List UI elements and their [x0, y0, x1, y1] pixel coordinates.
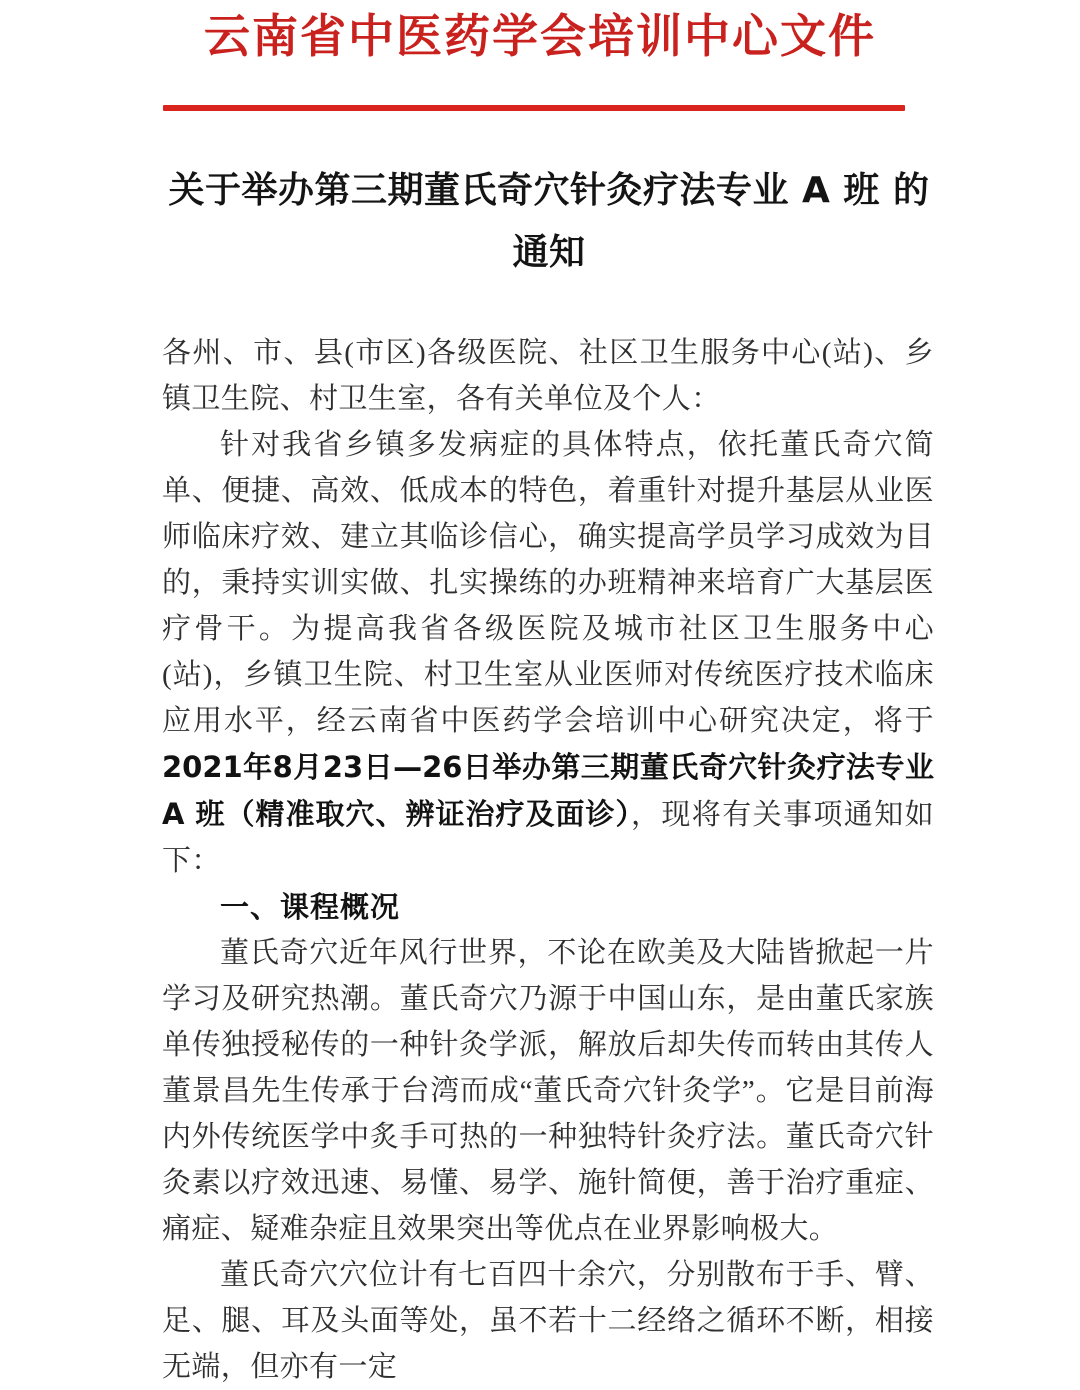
intro-paragraph-lead: 针对我省乡镇多发病症的具体特点，依托董氏奇穴简单、便捷、高效、低成本的特色，着重针对提升基层从业医师临床疗效、建立其临诊信心，确实提高学员学习成效为目的，秉持实训实做、扎实操练的办班精神来培育广大基层医疗骨干。为提高我省各级医院及城市社区卫生服务中心(站)，乡镇卫生院、村卫生室从业医师对传统医疗技术临床应用水平，经云南省中医药学会培训中心研究决定，将于 — [162, 429, 934, 737]
course-overview-paragraph-1: 董氏奇穴近年风行世界，不论在欧美及大陆皆掀起一片学习及研究热潮。董氏奇穴乃源于中国山东，是由董氏家族单传独授秘传的一种针灸学派，解放后却失传而转由其传人董景昌先生传承于台湾而成“董氏奇穴针灸学”。它是目前海内外传统医学中炙手可热的一种独特针灸疗法。董氏奇穴针灸素以疗效迅速、易懂、易学、施针简便，善于治疗重症、痛症、疑难杂症且效果突出等优点在业界影响极大。 — [162, 937, 934, 1245]
masthead-title: 云南省中医药学会培训中心文件 — [204, 9, 876, 63]
course-overview-paragraph-2: 董氏奇穴穴位计有七百四十余穴，分别散布于手、臂、足、腿、耳及头面等处，虽不若十二经络之循环不断，相接无端，但亦有一定 — [162, 1259, 934, 1383]
salutation-paragraph: 各州、市、县(市区)各级医院、社区卫生服务中心(站)、乡镇卫生院、村卫生室，各有关单位及个人： — [162, 337, 934, 415]
masthead-divider-rule — [163, 105, 905, 111]
document-title-line-1: 关于举办第三期董氏奇穴针灸疗法专业 A 班 — [168, 170, 880, 211]
document-body — [162, 330, 934, 1390]
document-title-line-2: 的通知 — [512, 170, 930, 273]
intro-paragraph — [162, 422, 934, 884]
masthead — [0, 8, 1080, 66]
section-heading-course-overview: 一、课程概况 — [220, 890, 401, 924]
intro-paragraph-tail: ，现将有关事项通知如下： — [162, 799, 934, 877]
intro-paragraph-emphasis: 2021年8月23日—26日举办第三期董氏奇穴针灸疗法专业 A 班（精准取穴、辨证治疗及面诊） — [162, 750, 934, 831]
document-title — [163, 160, 935, 284]
